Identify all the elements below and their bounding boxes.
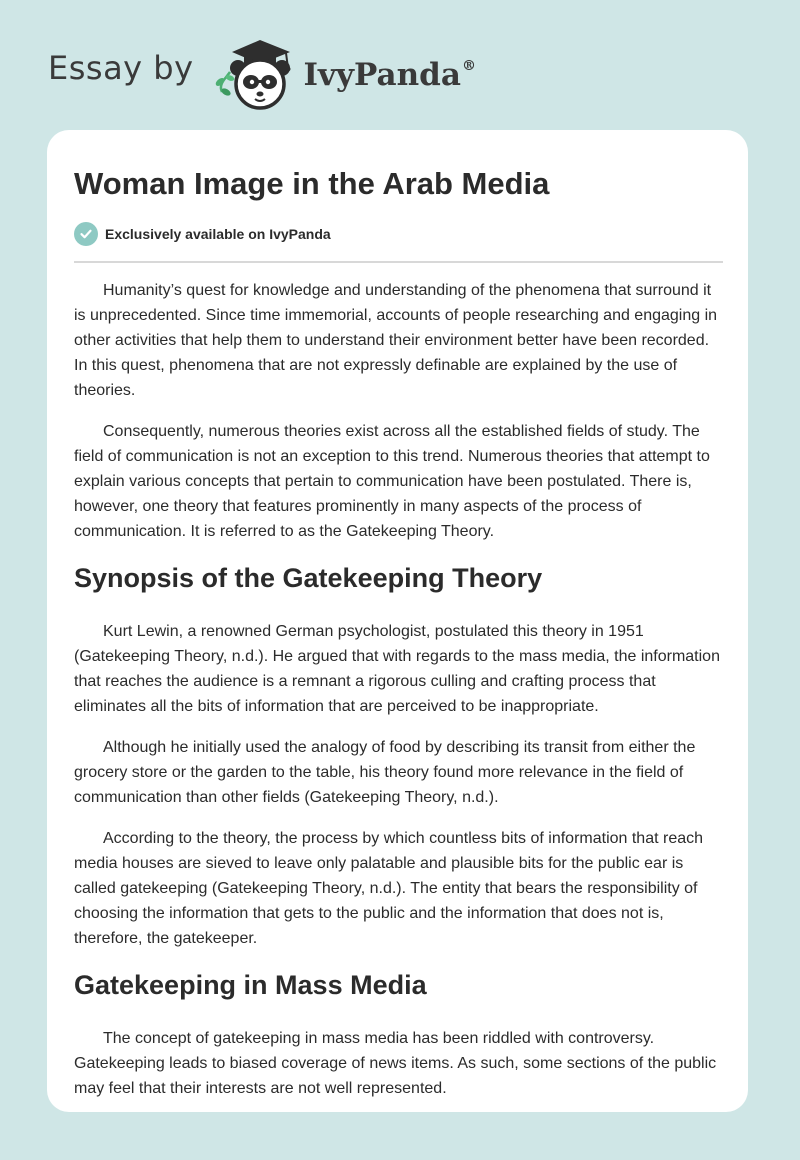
- exclusive-label: Exclusively available on IvyPanda: [105, 226, 331, 242]
- exclusive-badge: [74, 222, 331, 246]
- paragraph: Humanity’s quest for knowledge and understanding of the phenomena that surround it is unprecedented. Since time immemorial, accounts of people researching and engaging in other activities that help them to understand their environment better have been recorded. In this quest, phenomena that are not expressly definable are explained by the use of theories.: [74, 282, 718, 399]
- paragraph: Kurt Lewin, a renowned German psychologist, postulated this theory in 1951 (Gatekeeping Theory, n.d.). He argued that with regards to the mass media, the information that reaches the audience is a remnant a rigorous culling and crafting process that eliminates all the bits of information that are perceived to be inappropriate.: [74, 623, 720, 715]
- site-header: [48, 34, 476, 114]
- paragraph: According to the theory, the process by which countless bits of information that reach media houses are sieved to leave only palatable and plausible bits for the public ear is called gatekeeping (Gatekeeping Theory, n.d.). The entity that bears the responsibility of choosing the information that gets to the public and the information that does not is, therefore, the gatekeeper.: [74, 830, 704, 947]
- paragraph: Although he initially used the analogy of food by describing its transit from either the grocery store or the garden to the table, his theory found more relevance in the field of communication than other fields (Gatekeeping Theory, n.d.).: [74, 739, 696, 806]
- paragraph: Consequently, numerous theories exist across all the established fields of study. The field of communication is not an exception to this trend. Numerous theories that attempt to explain various concepts that pertain to communication have been postulated. There is, however, one theory that features prominently in many aspects of the process of communication. It is referred to as the Gatekeeping Theory.: [74, 423, 710, 540]
- registered-mark: ®: [461, 57, 476, 74]
- page-title: Woman Image in the Arab Media: [74, 166, 550, 201]
- title-divider: [74, 261, 723, 263]
- check-circle-icon: [74, 222, 98, 246]
- paragraph: The concept of gatekeeping in mass media has been riddled with controversy. Gatekeeping leads to biased coverage of news items. As such, some sections of the public may feel that their interests are not well represented.: [74, 1030, 717, 1097]
- brand-name: IvyPanda: [303, 57, 461, 93]
- brand-logo-text[interactable]: [304, 57, 476, 93]
- essay-body: [74, 278, 723, 1112]
- graduate-panda-icon: [208, 34, 300, 114]
- essay-by-label: Essay by: [48, 49, 194, 87]
- section-heading: Gatekeeping in Mass Media: [74, 970, 427, 1000]
- section-heading: Synopsis of the Gatekeeping Theory: [74, 563, 543, 593]
- essay-card: [47, 130, 748, 1112]
